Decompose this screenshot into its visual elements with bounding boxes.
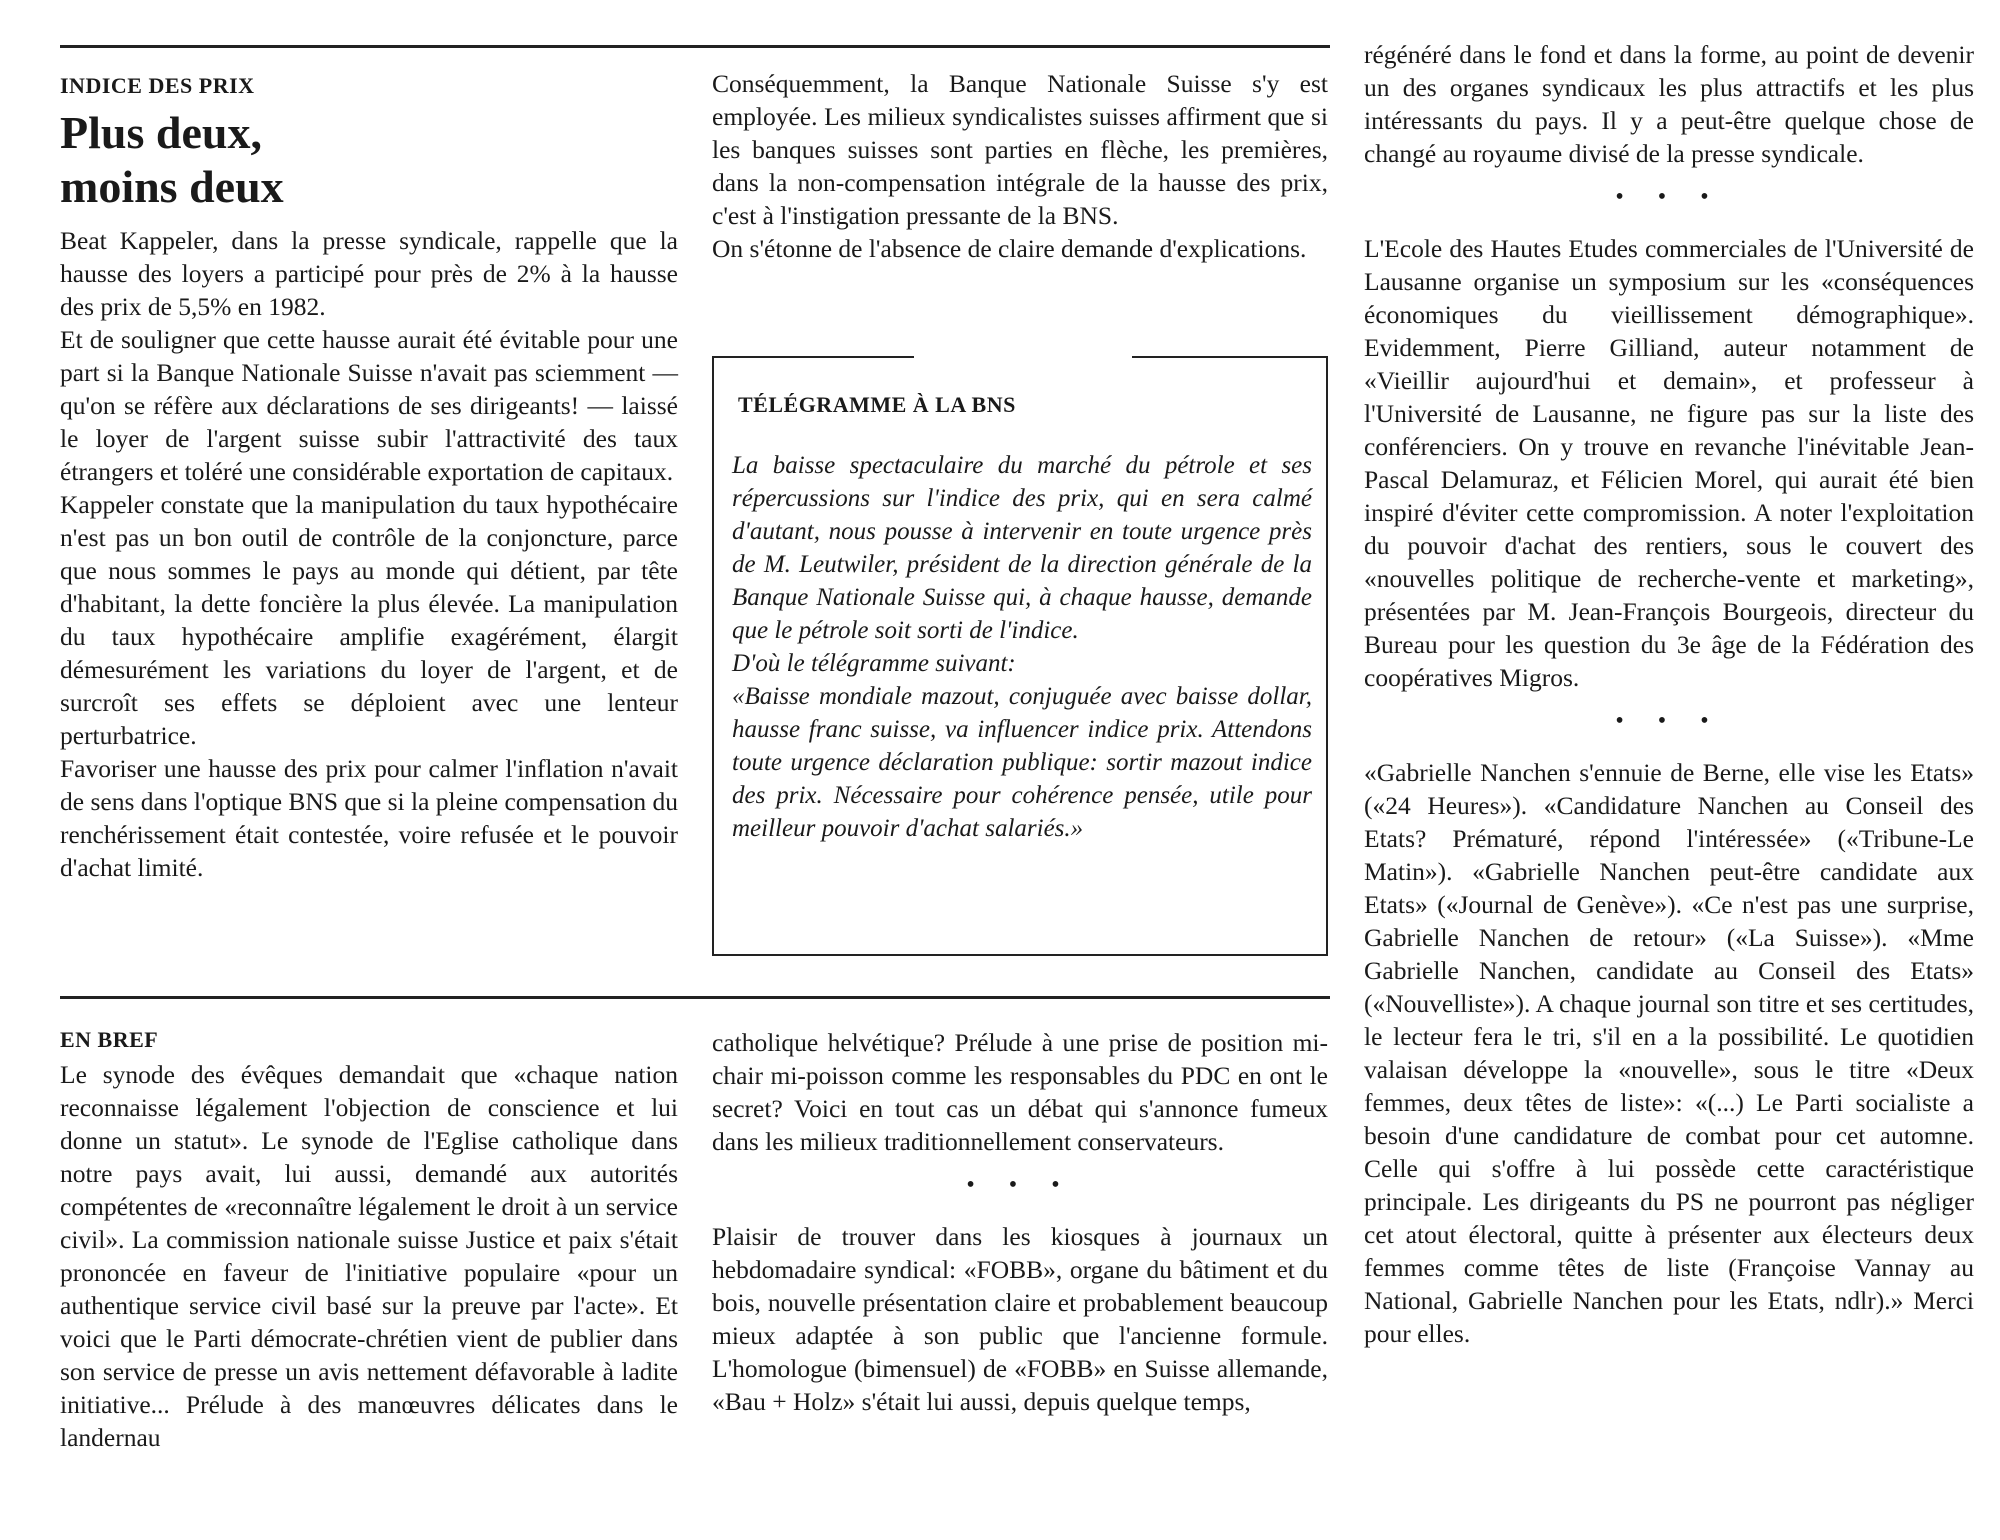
- telegram-box: [712, 356, 1328, 956]
- top-rule: [60, 45, 1330, 48]
- headline: [60, 106, 678, 214]
- article-paragraph: On s'étonne de l'absence de claire demande d'explications.: [712, 234, 1307, 263]
- en-bref-paragraph: Plaisir de trouver dans les kiosques à journaux un hebdomadaire syndical: «FOBB», organe du bâtiment et du bois, nouvelle présentation claire et probablement beaucoup mieux adaptée à son public que l'ancienne formule. L'homologue (bimensuel) de «FOBB» en Suisse allemande, «Bau + Holz» s'était lui aussi, depuis quelque temps,: [712, 1222, 1328, 1416]
- article-paragraph: Beat Kappeler, dans la presse syndicale, rappelle que la hausse des loyers a participé pour près de 2% à la hausse des prix de 5,5% en 1982.: [60, 226, 678, 321]
- telegram-paragraph: La baisse spectaculaire du marché du pétrole et ses répercussions sur l'indice des prix, qui en sera calmé d'autant, nous pousse à intervenir en toute urgence près de M. Leutwiler, président de la direction générale de la Banque Nationale Suisse qui, à chaque hausse, demande que le pétrole soit sorti de l'indice.: [732, 452, 1312, 644]
- right-paragraph-nanchen: «Gabrielle Nanchen s'ennuie de Berne, elle vise les Etats» («24 Heures»). «Candidature Nanchen au Conseil des Etats? Prématuré, répond l'intéressée» («Tribune-Le Matin»). «Gabrielle Nanchen peut-être candidate aux Etats» («Journal de Genève»). «Ce n'est pas une surprise, Gabrielle Nanchen de retour» («La Suisse»). «Mme Gabrielle Nanchen, candidate au Conseil des Etats» («Nouvelliste»). A chaque journal son titre et ses certitudes, le lecteur fera le tri, s'il en a la possibilité. Le quotidien valaisan développe la «nouvelle», sous le titre «Deux femmes, deux têtes de liste»: «(...) Le Parti socialiste a besoin d'une candidature de combat pour cet automne. Celle qui s'offre à lui possède cette caractéristique principale. Les dirigeants du PS ne pourront pas négliger cet atout électoral, quitte à présenter aux électeurs deux femmes comme têtes de liste (Françoise Vannay au National, Gabrielle Nanchen pour les Etats, ndlr).» Merci pour elles.: [1364, 758, 1974, 1348]
- article-paragraph: Et de souligner que cette hausse aurait été évitable pour une part si la Banque Nationale Suisse n'avait pas sciemment — qu'on se réfère aux déclarations de ses dirigeants! — laissé le loyer de l'argent suisse subir l'attractivité des taux étrangers et toléré une considérable exportation de capitaux.: [60, 325, 678, 486]
- article-paragraph: Conséquemment, la Banque Nationale Suisse s'y est employée. Les milieux syndicalistes suisses affirment que si les banques suisses sont parties en flèche, les premières, dans la non-compensation intégrale de la hausse des prix, c'est à l'instigation pressante de la BNS.: [712, 69, 1328, 230]
- en-bref-column-2: [712, 1026, 1328, 1418]
- article-column-2: [712, 67, 1328, 265]
- article-column-1: [60, 72, 678, 884]
- right-paragraph-fobb-end: régénéré dans le fond et dans la forme, au point de devenir un des organes syndicaux les plus attractifs et les plus intéressants du pays. Il y a peut-être quelque chose de changé au royaume divisé de la presse syndicale.: [1364, 40, 1974, 168]
- separator-dots: • • •: [1615, 708, 1723, 734]
- telegram-paragraph: «Baisse mondiale mazout, conjuguée avec baisse dollar, hausse franc suisse, va influencer indice prix. Attendons toute urgence déclaration publique: sortir mazout indice des prix. Nécessaire pour cohérence pensée, utile pour meilleur pouvoir d'achat salariés.»: [732, 683, 1312, 842]
- separator-dots: • • •: [1615, 184, 1723, 210]
- headline-line-2: moins deux: [60, 161, 284, 212]
- en-bref-column-1: [60, 1026, 678, 1454]
- headline-line-1: Plus deux,: [60, 107, 262, 158]
- section-rule: [60, 996, 1330, 999]
- kicker-en-bref: EN BREF: [60, 1027, 159, 1052]
- article-paragraph: Favoriser une hausse des prix pour calmer l'inflation n'avait de sens dans l'optique BNS que si la pleine compensation du renchérissement était contestée, voire refusée et le pouvoir d'achat limité.: [60, 754, 678, 882]
- box-border-gap: [914, 354, 1132, 360]
- telegram-title: TÉLÉGRAMME À LA BNS: [738, 392, 1016, 417]
- kicker-indice-des-prix: INDICE DES PRIX: [60, 73, 255, 98]
- right-column: [1364, 38, 1974, 1350]
- en-bref-paragraph: catholique helvétique? Prélude à une prise de position mi-chair mi-poisson comme les responsables du PDC en ont le secret? Voici en tout cas un débat qui s'annonce fumeux dans les milieux traditionnellement conservateurs.: [712, 1028, 1328, 1156]
- en-bref-paragraph: Le synode des évêques demandait que «chaque nation reconnaisse légalement l'objection de conscience et lui donne un statut». Le synode de l'Eglise catholique dans notre pays avait, lui aussi, demandé aux autorités compétentes de «reconnaître légalement le droit à un service civil». La commission nationale suisse Justice et paix s'était prononcée en faveur de l'initiative populaire «pour un authentique service civil basé sur la preuve par l'acte». Et voici que le Parti démocrate-chrétien vient de publier dans son service de presse un avis nettement défavorable à ladite initiative... Prélude à des manœuvres délicates dans le landernau: [60, 1060, 678, 1452]
- article-paragraph: Kappeler constate que la manipulation du taux hypothécaire n'est pas un bon outil de contrôle de la conjoncture, parce que nous sommes le pays au monde qui détient, par tête d'habitant, la dette foncière la plus élevée. La manipulation du taux hypothécaire amplifie exagérément, élargit démesurément les variations du loyer de l'argent, et de surcroît ses effets se déploient avec une lenteur perturbatrice.: [60, 490, 678, 750]
- right-paragraph-hec: L'Ecole des Hautes Etudes commerciales de l'Université de Lausanne organise un symposium sur les «conséquences économiques du vieillissement démographique». Evidemment, Pierre Gilliand, auteur notamment de «Vieillir aujourd'hui et demain», et professeur à l'Université de Lausanne, ne figure pas sur la liste des conférenciers. On y trouve en revanche l'inévitable Jean-Pascal Delamuraz, et Félicien Morel, qui aurait été bien inspiré d'éviter cette compromission. A noter l'exploitation du pouvoir d'achat des rentiers, sous le couvert des «nouvelles politique de recherche-vente et marketing», présentées par M. Jean-François Bourgeois, directeur du Bureau pour les question du 3e âge de la Fédération des coopératives Migros.: [1364, 234, 1974, 692]
- telegram-paragraph: D'où le télégramme suivant:: [732, 650, 1016, 677]
- separator-dots: • • •: [966, 1172, 1074, 1198]
